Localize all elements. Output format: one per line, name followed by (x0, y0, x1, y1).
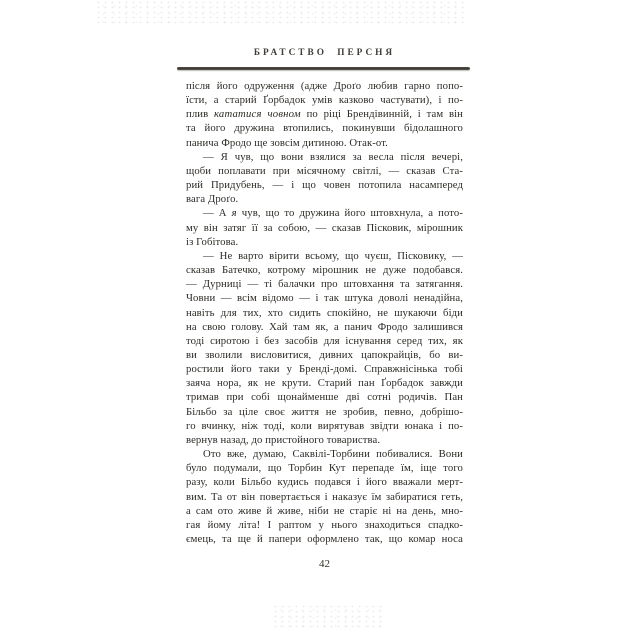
text-line: щоби поплавати при місячному світлі, — сказав Ста- (186, 164, 463, 177)
text-line: — Не варто вірити всьому, що чуєш, Пісковику, — (203, 249, 463, 262)
text-block (186, 79, 463, 546)
text-line: сказав Батечко, котрому мірошник не дуже подобався. (186, 264, 463, 277)
page-number: 42 (319, 558, 330, 570)
text-line: на свою голову. Хай там як, а панич Фродо залишився (186, 320, 463, 333)
text-line: тримав при собі щонайменше дві сотні родичів. Пан (186, 391, 463, 404)
text-line: — А я чув, що то дружина його штовхнула, а пото- (203, 207, 463, 220)
running-title: БРАТСТВО ПЕРСНЯ (253, 48, 396, 58)
page-content (186, 0, 463, 630)
text-line: ви зволили висловитися, дивних цапокрайців, бо ви- (186, 348, 463, 361)
text-line: — Я чув, що вони взялися за весла після вечері, (203, 150, 463, 163)
text-line: го вчинку, ніж тоді, коли вирятував звідти юнака і по- (186, 419, 463, 432)
text-line: із Гобітова. (186, 235, 239, 248)
text-line: му він затяг її за собою, — сказав Пісковик, мірошник (186, 221, 463, 234)
text-line: тоді сиротою і без засобів для існування серед тих, як (186, 334, 463, 347)
text-line: Більбо за ціле своє життя не зробив, певно, добрішо- (186, 405, 463, 418)
header-ornament-rule (177, 67, 470, 70)
text-line: Ото вже, думаю, Саквілі-Торбини побивалися. Вони (203, 448, 463, 461)
text-line: навіть для тих, хто сидить спокійно, не шукаючи біди (186, 306, 463, 319)
text-line: їсти, а старий Ґорбадок умів казково частувати), і по- (186, 94, 463, 107)
text-line: після його одруження (адже Дроґо любив гарно попо- (186, 80, 463, 92)
text-line: та його дружина втопились, покинувши бідолашного (186, 122, 463, 135)
text-line: — Дурниці — ті балачки про штовхання та затягання. (186, 278, 463, 291)
text-line: рий Придубень, — і що човен потопила насамперед (186, 179, 463, 192)
text-line: було подумали, що Торбин Кут перепаде їм, іще того (186, 462, 463, 475)
text-line: ростили його таки у Бренді-домі. Справжнісінька тобі (186, 363, 463, 376)
text-line: панича Фродо ще зовсім дитиною. Отак-от. (186, 136, 388, 149)
text-line: заяча нора, як не крути. Старий пан Ґорбадок завжди (186, 377, 463, 390)
text-line: вим. Та от він повертається і наказує їм забиратися геть, (186, 490, 463, 503)
text-line: разу, коли Більбо кудись подався і його вважали мерт- (186, 476, 463, 489)
text-line: Човни — всім відомо — і так штука доволі ненадійна, (186, 292, 463, 305)
text-line: вага Дроґо. (186, 193, 239, 206)
text-line: а сам ото живе й живе, ніби не старіє ні на день, мно- (186, 504, 463, 517)
text-line: гая йому літа! І раптом у нього знаходиться спадко- (186, 518, 463, 531)
text-line: ємець, та ще й папери оформлено так, що комар носа (186, 533, 463, 545)
text-line: вернув назад, до пристойного товариства. (186, 433, 381, 446)
text-line: плив кататися човном по ріці Брендівинній, і там він (186, 108, 463, 121)
